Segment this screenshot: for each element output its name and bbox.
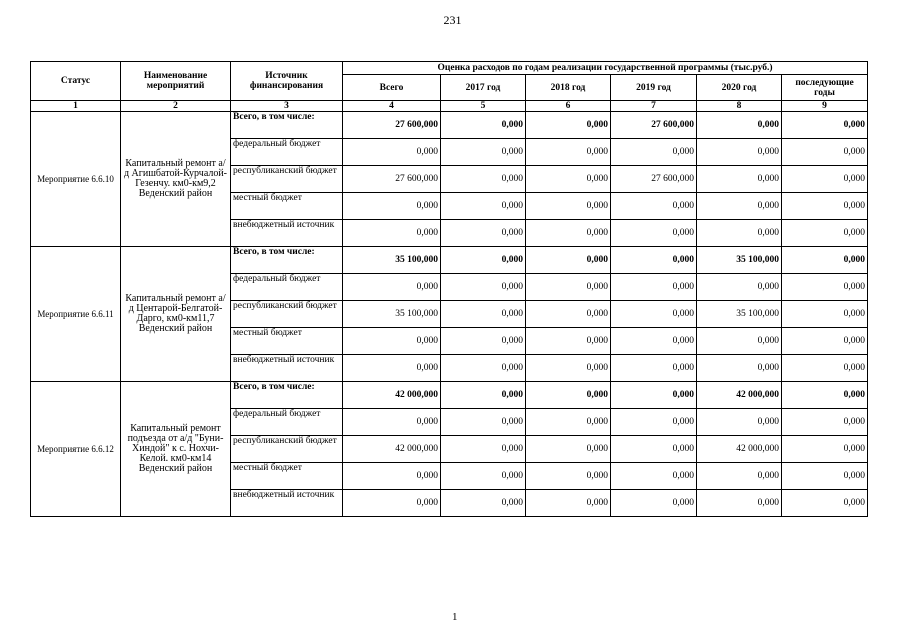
amount-cell: 0,000 [441,220,526,247]
amount-cell: 42 000,000 [343,436,441,463]
amount-cell: 35 100,000 [697,301,782,328]
amount-cell: 0,000 [611,436,697,463]
event-name: Капитальный ремонт а/д Центарой-Белгатой-Дарго, км0-км11,7 Веденский район [121,247,231,382]
amount-cell: 0,000 [782,166,868,193]
amount-cell: 0,000 [782,409,868,436]
amount-cell: 0,000 [343,139,441,166]
column-number: 7 [611,101,697,112]
amount-cell: 0,000 [526,463,611,490]
funding-source: Всего, в том числе: [231,247,343,274]
amount-cell: 0,000 [782,355,868,382]
amount-cell: 0,000 [782,436,868,463]
amount-cell: 0,000 [697,490,782,517]
amount-cell: 0,000 [526,112,611,139]
funding-source: местный бюджет [231,328,343,355]
amount-cell: 0,000 [343,490,441,517]
amount-cell: 0,000 [782,382,868,409]
amount-cell: 0,000 [526,166,611,193]
amount-cell: 0,000 [611,274,697,301]
header-2018: 2018 год [526,75,611,101]
header-estimate: Оценка расходов по годам реализации государственной программы (тыс.руб.) [343,62,868,75]
amount-cell: 35 100,000 [697,247,782,274]
amount-cell: 0,000 [611,463,697,490]
amount-cell: 0,000 [611,355,697,382]
amount-cell: 42 000,000 [697,436,782,463]
column-number: 8 [697,101,782,112]
amount-cell: 0,000 [611,301,697,328]
amount-cell: 0,000 [343,409,441,436]
amount-cell: 35 100,000 [343,301,441,328]
amount-cell: 0,000 [526,328,611,355]
amount-cell: 0,000 [697,463,782,490]
amount-cell: 0,000 [611,409,697,436]
table-row [31,247,868,274]
funding-source: республиканский бюджет [231,436,343,463]
amount-cell: 0,000 [611,328,697,355]
amount-cell: 0,000 [611,247,697,274]
amount-cell: 0,000 [697,274,782,301]
page-number: 231 [443,13,462,27]
amount-cell: 0,000 [611,490,697,517]
funding-source: федеральный бюджет [231,274,343,301]
header-total: Всего [343,75,441,101]
amount-cell: 0,000 [782,112,868,139]
amount-cell: 0,000 [526,274,611,301]
amount-cell: 0,000 [526,409,611,436]
amount-cell: 0,000 [441,139,526,166]
amount-cell: 0,000 [611,139,697,166]
amount-cell: 0,000 [343,463,441,490]
column-number: 6 [526,101,611,112]
amount-cell: 0,000 [782,301,868,328]
amount-cell: 0,000 [441,436,526,463]
amount-cell: 0,000 [611,382,697,409]
column-number: 3 [231,101,343,112]
amount-cell: 0,000 [697,139,782,166]
amount-cell: 0,000 [782,193,868,220]
amount-cell: 0,000 [441,382,526,409]
table-row [31,112,868,139]
amount-cell: 27 600,000 [343,112,441,139]
funding-source: Всего, в том числе: [231,382,343,409]
amount-cell: 0,000 [526,355,611,382]
amount-cell: 0,000 [343,193,441,220]
funding-source: Всего, в том числе: [231,112,343,139]
funding-source: федеральный бюджет [231,409,343,436]
amount-cell: 27 600,000 [611,112,697,139]
funding-source: внебюджетный источник [231,490,343,517]
event-status: Мероприятие 6.6.11 [31,247,121,382]
amount-cell: 0,000 [611,193,697,220]
budget-table [30,61,868,517]
amount-cell: 42 000,000 [343,382,441,409]
column-number-row [31,101,868,112]
amount-cell: 42 000,000 [697,382,782,409]
event-name: Капитальный ремонт а/д Агишбатой-Курчалой-Гезенчу. км0-км9,2 Веденский район [121,112,231,247]
amount-cell: 0,000 [343,328,441,355]
amount-cell: 0,000 [526,382,611,409]
event-name: Капитальный ремонт подъезда от а/д "Буни-Хиндой" к с. Нохчи-Келой. км0-км14 Веденский район [121,382,231,517]
amount-cell: 0,000 [697,328,782,355]
amount-cell: 0,000 [611,220,697,247]
amount-cell: 0,000 [441,463,526,490]
event-status: Мероприятие 6.6.12 [31,382,121,517]
header-later-years: последующие годы [782,75,868,101]
table-body [31,112,868,517]
amount-cell: 0,000 [343,220,441,247]
amount-cell: 27 600,000 [611,166,697,193]
amount-cell: 0,000 [441,328,526,355]
amount-cell: 0,000 [441,112,526,139]
column-number: 2 [121,101,231,112]
amount-cell: 0,000 [441,355,526,382]
header-source: Источник финансирования [231,62,343,101]
amount-cell: 0,000 [343,355,441,382]
table-header [31,62,868,112]
amount-cell: 0,000 [782,247,868,274]
amount-cell: 27 600,000 [343,166,441,193]
amount-cell: 35 100,000 [343,247,441,274]
funding-source: местный бюджет [231,193,343,220]
amount-cell: 0,000 [441,247,526,274]
amount-cell: 0,000 [782,328,868,355]
funding-source: федеральный бюджет [231,139,343,166]
amount-cell: 0,000 [697,409,782,436]
amount-cell: 0,000 [782,220,868,247]
column-number: 1 [31,101,121,112]
amount-cell: 0,000 [441,166,526,193]
funding-source: республиканский бюджет [231,166,343,193]
amount-cell: 0,000 [526,490,611,517]
funding-source: внебюджетный источник [231,220,343,247]
column-number: 4 [343,101,441,112]
header-2020: 2020 год [697,75,782,101]
amount-cell: 0,000 [441,274,526,301]
amount-cell: 0,000 [782,463,868,490]
amount-cell: 0,000 [782,139,868,166]
amount-cell: 0,000 [526,193,611,220]
amount-cell: 0,000 [697,355,782,382]
column-number: 9 [782,101,868,112]
amount-cell: 0,000 [526,301,611,328]
header-status: Статус [31,62,121,101]
amount-cell: 0,000 [697,193,782,220]
funding-source: местный бюджет [231,463,343,490]
amount-cell: 0,000 [441,193,526,220]
amount-cell: 0,000 [697,220,782,247]
amount-cell: 0,000 [441,409,526,436]
column-number: 5 [441,101,526,112]
amount-cell: 0,000 [526,247,611,274]
amount-cell: 0,000 [343,274,441,301]
amount-cell: 0,000 [526,139,611,166]
amount-cell: 0,000 [526,220,611,247]
amount-cell: 0,000 [697,112,782,139]
amount-cell: 0,000 [697,166,782,193]
funding-source: республиканский бюджет [231,301,343,328]
header-2019: 2019 год [611,75,697,101]
amount-cell: 0,000 [782,490,868,517]
amount-cell: 0,000 [526,436,611,463]
funding-source: внебюджетный источник [231,355,343,382]
header-name: Наименование мероприятий [121,62,231,101]
event-status: Мероприятие 6.6.10 [31,112,121,247]
amount-cell: 0,000 [441,490,526,517]
table-row [31,382,868,409]
amount-cell: 0,000 [441,301,526,328]
header-2017: 2017 год [441,75,526,101]
footer-mark: 1 [452,611,458,623]
amount-cell: 0,000 [782,274,868,301]
